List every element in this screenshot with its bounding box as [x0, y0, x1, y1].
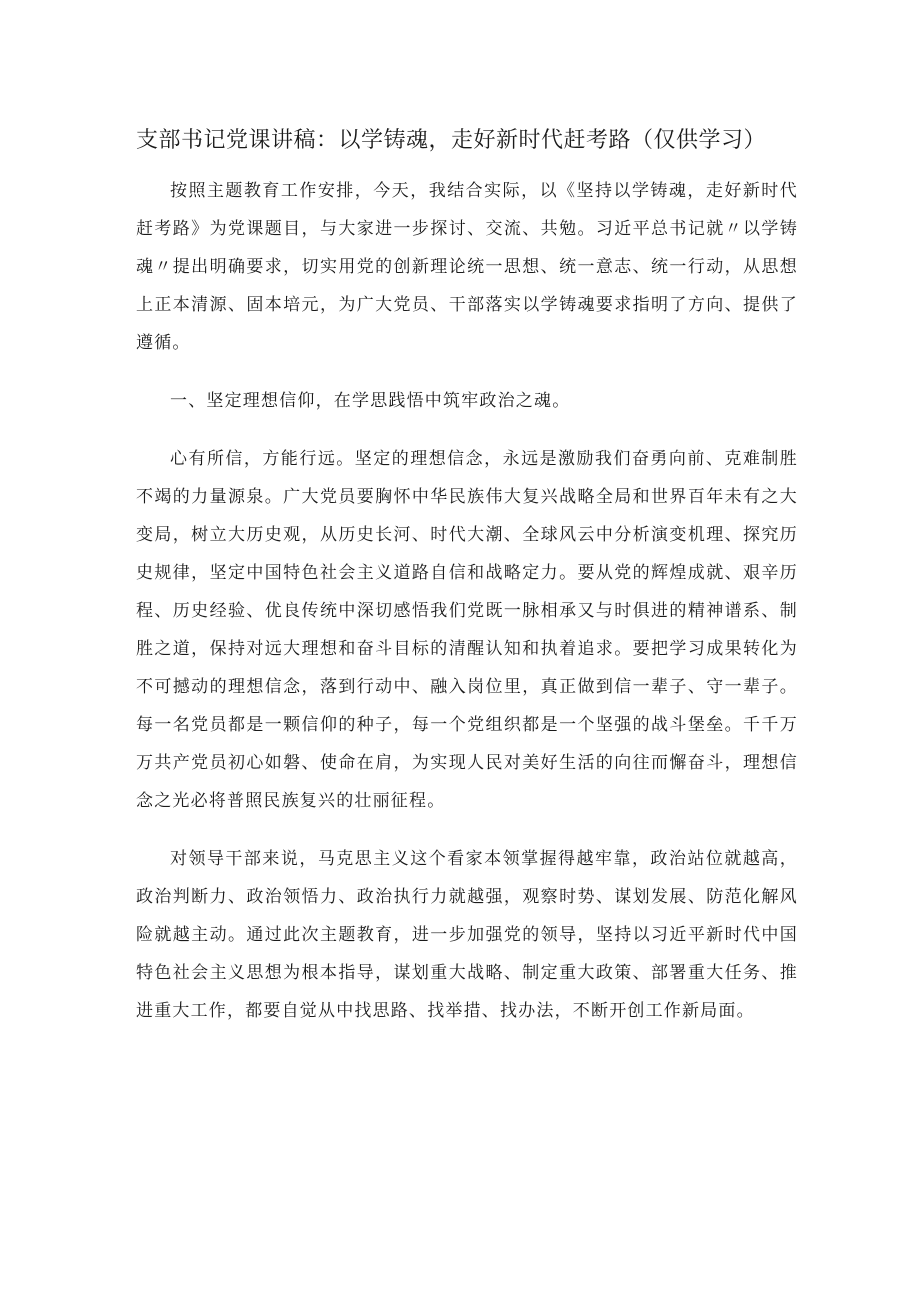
paragraph-intro: 按照主题教育工作安排，今天，我结合实际，以《坚持以学铸魂，走好新时代赶考路》为党课题目，与大家进一步探讨、交流、共勉。习近平总书记就〃以学铸魂〃提出明确要求，切实用党的创新理论统一思想、统一意志、统一行动，从思想上正本清源、固本培元，为广大党员、干部落实以学铸魂要求指明了方向、提供了遵循。: [136, 181, 798, 353]
paragraph-ideals: 心有所信，方能行远。坚定的理想信念，永远是激励我们奋勇向前、克难制胜不竭的力量源泉。广大党员要胸怀中华民族伟大复兴战略全局和世界百年未有之大变局，树立大历史观，从历史长河、时代大潮、全球风云中分析演变机理、探究历史规律，坚定中国特色社会主义道路自信和战略定力。要从党的辉煌成就、艰辛历程、历史经验、优良传统中深切感悟我们党既一脉相承又与时俱进的精神谱系、制胜之道，保持对远大理想和奋斗目标的清醒认知和执着追求。要把学习成果转化为不可撼动的理想信念，落到行动中、融入岗位里，真正做到信一辈子、守一辈子。每一名党员都是一颗信仰的种子，每一个党组织都是一个坚强的战斗堡垒。千千万万共产党员初心如磐、使命在肩，为实现人民对美好生活的向往而懈奋斗，理想信念之光必将普照民族复兴的壮丽征程。: [136, 449, 798, 811]
paragraph-leaders: 对领导干部来说，马克思主义这个看家本领掌握得越牢靠，政治站位就越高，政治判断力、政治领悟力、政治执行力就越强，观察时势、谋划发展、防范化解风险就越主动。通过此次主题教育，进一步加强党的领导，坚持以习近平新时代中国特色社会主义思想为根本指导，谋划重大战略、制定重大政策、部署重大任务、推进重大工作，都要自觉从中找思路、找举措、找办法，不断开创工作新局面。: [136, 849, 798, 1021]
document-title: 支部书记党课讲稿：以学铸魂，走好新时代赶考路（仅供学习）: [136, 128, 767, 153]
document-body: [136, 172, 798, 1030]
section-heading-1: 一、坚定理想信仰，在学思践悟中筑牢政治之魂。: [170, 391, 571, 411]
